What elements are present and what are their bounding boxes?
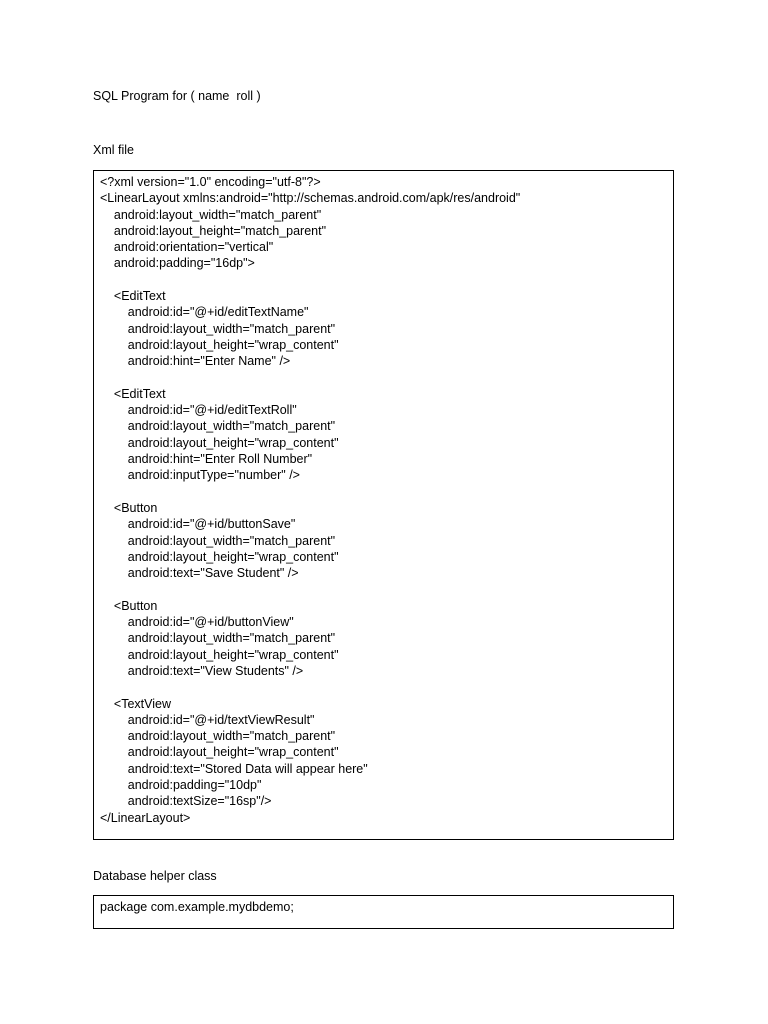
code-line bbox=[100, 484, 520, 500]
code-line bbox=[100, 581, 520, 597]
document-title: SQL Program for ( name roll ) bbox=[93, 89, 261, 103]
code-line: android:layout_height="wrap_content" bbox=[100, 435, 339, 450]
code-line: android:id="@+id/buttonView" bbox=[100, 615, 294, 630]
code-line bbox=[100, 370, 520, 386]
code-line: android:id="@+id/editTextName" bbox=[100, 305, 309, 320]
code-line: android:layout_height="wrap_content" bbox=[100, 647, 339, 662]
code-line: android:hint="Enter Roll Number" bbox=[100, 452, 313, 467]
code-line: </LinearLayout> bbox=[100, 810, 191, 825]
code-line: android:inputType="number" /> bbox=[100, 468, 300, 483]
code-line: android:orientation="vertical" bbox=[100, 240, 274, 255]
database-helper-code-lines bbox=[100, 899, 294, 915]
code-line: android:text="Save Student" /> bbox=[100, 566, 299, 581]
code-line: <?xml version="1.0" encoding="utf-8"?> bbox=[100, 175, 321, 189]
code-line: <EditText bbox=[100, 386, 166, 401]
code-line: android:padding="16dp"> bbox=[100, 256, 255, 271]
code-line: android:layout_height="wrap_content" bbox=[100, 549, 339, 564]
code-line: <LinearLayout xmlns:android="http://schemas.android.com/apk/res/android" bbox=[100, 191, 521, 206]
database-helper-code-box bbox=[93, 895, 674, 929]
code-line: package com.example.mydbdemo; bbox=[100, 900, 294, 914]
code-line: <TextView bbox=[100, 696, 171, 711]
code-line: android:padding="10dp" bbox=[100, 777, 262, 792]
code-line: android:layout_width="match_parent" bbox=[100, 207, 322, 222]
xml-code-lines bbox=[100, 174, 520, 826]
code-line: android:layout_width="match_parent" bbox=[100, 419, 336, 434]
code-line: android:id="@+id/buttonSave" bbox=[100, 517, 296, 532]
code-line: android:layout_height="wrap_content" bbox=[100, 337, 339, 352]
code-line bbox=[100, 272, 520, 288]
code-line: android:layout_height="match_parent" bbox=[100, 223, 327, 238]
code-line: <EditText bbox=[100, 289, 166, 304]
code-line: android:layout_width="match_parent" bbox=[100, 631, 336, 646]
code-line: android:id="@+id/textViewResult" bbox=[100, 712, 315, 727]
code-line: <Button bbox=[100, 500, 158, 515]
code-line: android:id="@+id/editTextRoll" bbox=[100, 403, 297, 418]
code-line: android:layout_width="match_parent" bbox=[100, 321, 336, 336]
code-line: android:textSize="16sp"/> bbox=[100, 794, 272, 809]
code-line: android:hint="Enter Name" /> bbox=[100, 354, 291, 369]
xml-code-box bbox=[93, 170, 674, 840]
code-line: android:layout_width="match_parent" bbox=[100, 729, 336, 744]
code-line: android:layout_width="match_parent" bbox=[100, 533, 336, 548]
code-line: android:text="Stored Data will appear here" bbox=[100, 761, 368, 776]
database-helper-heading: Database helper class bbox=[93, 869, 217, 883]
code-line: android:text="View Students" /> bbox=[100, 663, 304, 678]
code-line bbox=[100, 679, 520, 695]
code-line: <Button bbox=[100, 598, 158, 613]
code-line: android:layout_height="wrap_content" bbox=[100, 745, 339, 760]
xml-file-heading: Xml file bbox=[93, 143, 134, 157]
